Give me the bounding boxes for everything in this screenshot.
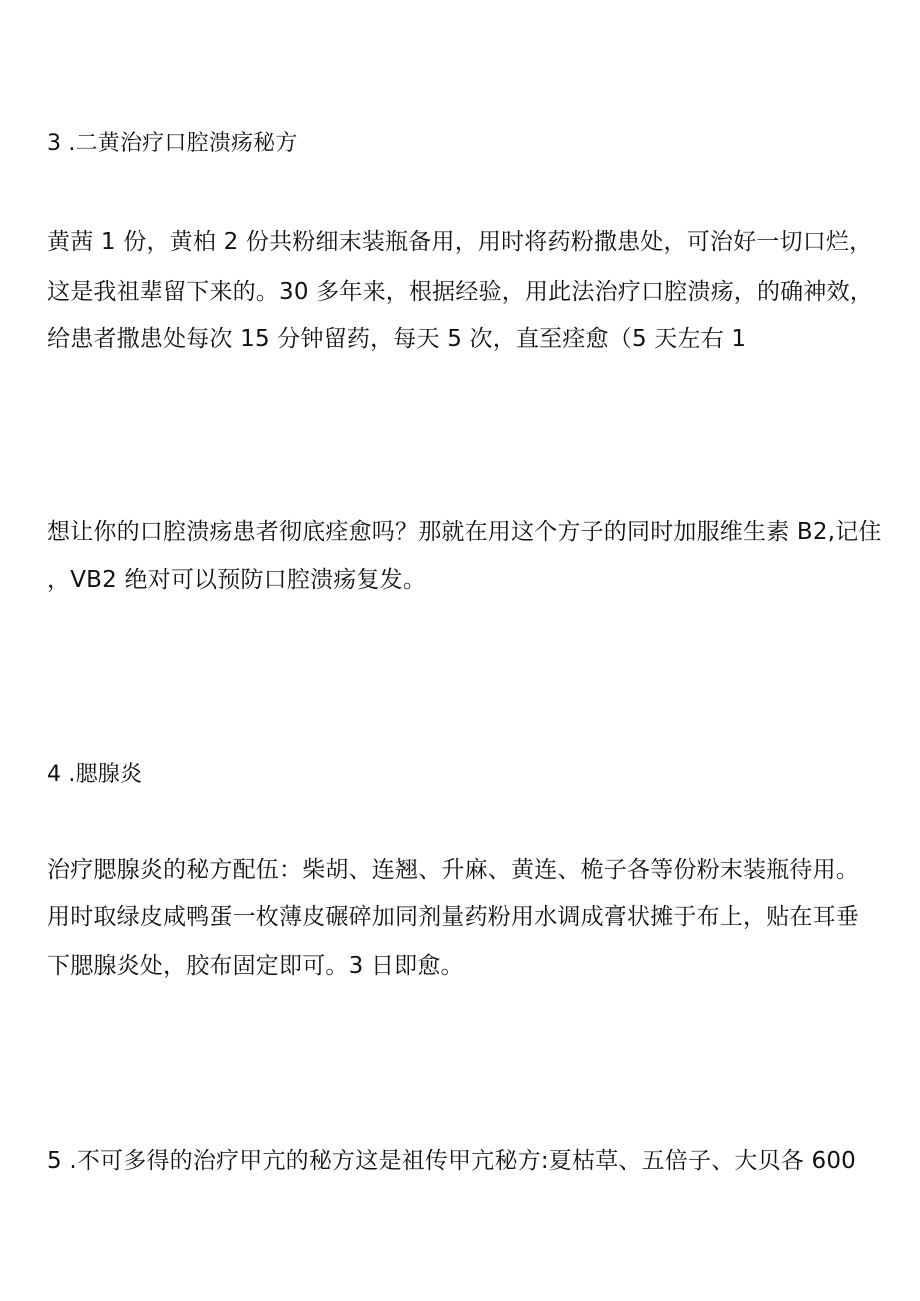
section-4-line-1: 治疗腮腺炎的秘方配伍：柴胡、连翘、升麻、黄连、桅子各等份粉末装瓶待用。 <box>47 857 859 883</box>
section-3-extra-line-1: 想让你的口腔溃疡患者彻底痊愈吗？那就在用这个方子的同时加服维生素 B2,记住 <box>47 519 882 545</box>
section-3-heading: 3 .二黄治疗口腔溃疡秘方 <box>47 131 298 156</box>
section-3-extra-line-2: ，VB2 绝对可以预防口腔溃疡复发。 <box>47 567 427 593</box>
section-4-line-3: 下腮腺炎处，胶布固定即可。3 日即愈。 <box>47 953 464 979</box>
section-4-line-2: 用时取绿皮咸鸭蛋一枚薄皮碾碎加同剂量药粉用水调成膏状摊于布上，贴在耳垂 <box>47 904 859 930</box>
section-3-line-3: 给患者撒患处每次 15 分钟留药，每天 5 次，直至痊愈（5 天左右 1 <box>47 326 747 352</box>
section-4-heading: 4 .腮腺炎 <box>47 762 143 787</box>
section-5-heading: 5 .不可多得的治疗甲亢的秘方这是祖传甲亢秘方:夏枯草、五倍子、大贝各 600 <box>47 1148 857 1174</box>
section-3-line-2: 这是我祖辈留下来的。30 多年来，根据经验，用此法治疗口腔溃疡，的确神效， <box>47 279 873 305</box>
section-3-line-1: 黄茜 1 份，黄柏 2 份共粉细末装瓶备用，用时将药粉撒患处，可治好一切口烂， <box>47 229 873 255</box>
